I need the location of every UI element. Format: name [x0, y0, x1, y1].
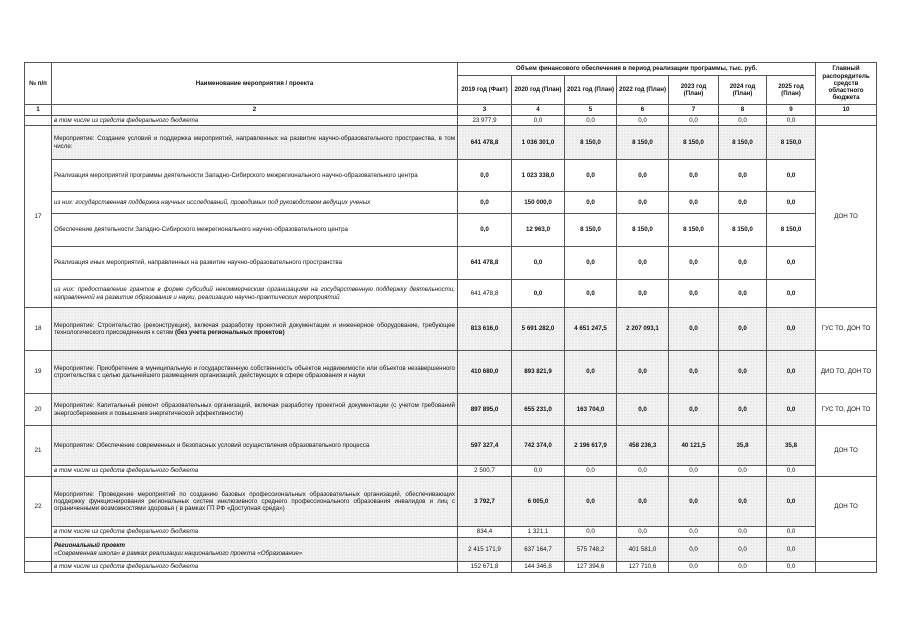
value-cell: 6 005,0 — [512, 477, 565, 527]
value-cell: 3 792,7 — [458, 477, 512, 527]
value-cell: 637 164,7 — [512, 538, 565, 562]
table-row — [25, 394, 877, 426]
row-number: 20 — [25, 394, 52, 426]
value-cell: 4 651 247,5 — [565, 308, 617, 351]
value-cell: 0,0 — [617, 527, 669, 538]
row-number: 18 — [25, 308, 52, 351]
value-cell: 0,0 — [669, 308, 719, 351]
row-name: Обеспечение деятельности Западно-Сибирского межрегионального научно-образовательного центра — [52, 214, 458, 247]
value-cell: 8 150,0 — [767, 126, 816, 160]
row-name: в том числе из средств федерального бюджета — [52, 527, 458, 538]
row-name-bold: (без учета региональных проектов) — [174, 329, 285, 336]
value-cell: 8 150,0 — [617, 214, 669, 247]
row-name: из них: предоставление грантов в форме субсидий некоммерческим организациям на государственную поддержку деятельности, направленной на развитие образования и науки, реализацию научно-практических мероприятий — [52, 280, 458, 308]
column-number: 2 — [52, 105, 458, 116]
value-cell: 35,8 — [719, 426, 767, 466]
table-row — [25, 308, 877, 351]
table-row — [25, 426, 877, 466]
row-name: Мероприятие: Строительство (реконструкция), включая разработку проектной документации и инженерное оборудование, требующее технологического присоединения к сетям (без учета региональных проектов) — [52, 308, 458, 351]
table-row — [25, 160, 877, 192]
column-number-row — [25, 105, 877, 116]
row-number: 17 — [25, 126, 52, 308]
value-cell: 0,0 — [719, 351, 767, 394]
col-manager-header: Главный распорядитель средств областного бюджета — [816, 63, 877, 105]
value-cell: 0,0 — [565, 351, 617, 394]
year-header: 2021 год (План) — [565, 76, 617, 105]
value-cell: 8 150,0 — [565, 214, 617, 247]
value-cell: 0,0 — [458, 214, 512, 247]
value-cell: 1 321,1 — [512, 527, 565, 538]
value-cell: 0,0 — [719, 394, 767, 426]
column-number: 9 — [767, 105, 816, 116]
column-number: 7 — [669, 105, 719, 116]
value-cell: 410 680,0 — [458, 351, 512, 394]
value-cell: 575 748,2 — [565, 538, 617, 562]
col-name-header: Наименование мероприятия / проекта — [52, 63, 458, 105]
value-cell: 0,0 — [565, 527, 617, 538]
table-row — [25, 247, 877, 280]
value-cell: 641 478,8 — [458, 247, 512, 280]
value-cell: 0,0 — [669, 116, 719, 126]
value-cell: 0,0 — [767, 394, 816, 426]
value-cell: 834,4 — [458, 527, 512, 538]
finance-table — [24, 62, 877, 573]
value-cell: 0,0 — [669, 527, 719, 538]
value-cell: 0,0 — [719, 562, 767, 573]
value-cell: 0,0 — [767, 527, 816, 538]
value-cell: 0,0 — [669, 394, 719, 426]
value-cell: 0,0 — [565, 116, 617, 126]
value-cell: 0,0 — [719, 192, 767, 214]
value-cell: 8 150,0 — [767, 214, 816, 247]
value-cell: 8 150,0 — [669, 214, 719, 247]
value-cell: 0,0 — [669, 466, 719, 477]
table-row — [25, 214, 877, 247]
value-cell: 8 150,0 — [565, 126, 617, 160]
column-number: 6 — [617, 105, 669, 116]
value-cell: 0,0 — [719, 538, 767, 562]
value-cell: 0,0 — [669, 477, 719, 527]
value-cell: 127 394,6 — [565, 562, 617, 573]
value-cell: 0,0 — [565, 466, 617, 477]
value-cell: 0,0 — [669, 538, 719, 562]
value-cell: 893 821,9 — [512, 351, 565, 394]
value-cell: 35,8 — [767, 426, 816, 466]
row-manager: ДОН ТО — [816, 426, 877, 477]
value-cell: 2 196 617,9 — [565, 426, 617, 466]
value-cell: 458 236,3 — [617, 426, 669, 466]
value-cell: 0,0 — [458, 192, 512, 214]
value-cell: 641 478,8 — [458, 280, 512, 308]
row-name — [52, 538, 458, 562]
value-cell: 0,0 — [565, 280, 617, 308]
table-row — [25, 126, 877, 160]
value-cell: 0,0 — [565, 192, 617, 214]
column-number: 4 — [512, 105, 565, 116]
row-name: Реализация мероприятий программы деятельности Западно-Сибирского межрегионального научно-образовательного центра — [52, 160, 458, 192]
value-cell: 2 415 171,9 — [458, 538, 512, 562]
value-cell: 12 963,0 — [512, 214, 565, 247]
value-cell: 5 691 282,0 — [512, 308, 565, 351]
row-manager: ГУС ТО, ДОН ТО — [816, 394, 877, 426]
value-cell: 0,0 — [767, 247, 816, 280]
value-cell: 813 616,0 — [458, 308, 512, 351]
row-number: 19 — [25, 351, 52, 394]
table-row — [25, 466, 877, 477]
value-cell: 897 895,0 — [458, 394, 512, 426]
value-cell: 0,0 — [458, 160, 512, 192]
value-cell: 597 327,4 — [458, 426, 512, 466]
value-cell: 0,0 — [767, 351, 816, 394]
table-row — [25, 351, 877, 394]
row-name: в том числе из средств федерального бюджета — [52, 562, 458, 573]
value-cell: 2 500,7 — [458, 466, 512, 477]
year-header: 2023 год (План) — [669, 76, 719, 105]
value-cell: 0,0 — [719, 116, 767, 126]
value-cell: 0,0 — [719, 247, 767, 280]
value-cell: 0,0 — [719, 308, 767, 351]
column-number: 3 — [458, 105, 512, 116]
regional-project-title: Региональный проект — [54, 542, 126, 550]
value-cell: 23 977,9 — [458, 116, 512, 126]
regional-project-name: «Современная школа» в рамках реализации национального проекта «Образование» — [54, 549, 303, 557]
column-number: 1 — [25, 105, 52, 116]
value-cell: 0,0 — [617, 466, 669, 477]
value-cell: 0,0 — [767, 562, 816, 573]
row-number: 21 — [25, 426, 52, 477]
value-cell: 0,0 — [512, 466, 565, 477]
row-name: в том числе из средств федерального бюджета — [52, 466, 458, 477]
value-cell: 163 704,0 — [565, 394, 617, 426]
value-cell: 0,0 — [565, 247, 617, 280]
value-cell: 641 478,8 — [458, 126, 512, 160]
value-cell: 0,0 — [767, 160, 816, 192]
year-header: 2024 год (План) — [719, 76, 767, 105]
value-cell: 8 150,0 — [719, 126, 767, 160]
value-cell: 144 346,8 — [512, 562, 565, 573]
table-row — [25, 280, 877, 308]
value-cell: 0,0 — [719, 527, 767, 538]
value-cell: 0,0 — [767, 466, 816, 477]
row-name: Реализация иных мероприятий, направленных на развитие научно-образовательного пространства — [52, 247, 458, 280]
year-header: 2020 год (План) — [512, 76, 565, 105]
value-cell: 0,0 — [512, 280, 565, 308]
col-num-header: № п/п — [25, 63, 52, 105]
value-cell: 8 150,0 — [617, 126, 669, 160]
value-cell: 0,0 — [719, 280, 767, 308]
value-cell: 0,0 — [767, 116, 816, 126]
value-cell: 0,0 — [617, 116, 669, 126]
value-cell: 0,0 — [719, 160, 767, 192]
value-cell: 401 581,0 — [617, 538, 669, 562]
value-cell: 0,0 — [617, 351, 669, 394]
row-manager: ГУС ТО, ДОН ТО — [816, 308, 877, 351]
value-cell: 0,0 — [617, 280, 669, 308]
value-cell: 152 671,8 — [458, 562, 512, 573]
column-number: 10 — [816, 105, 877, 116]
row-manager: ДОН ТО — [816, 126, 877, 308]
row-name: Мероприятие: Создание условий и поддержка мероприятий, направленных на развитие научно-образовательного пространства, в том числе: — [52, 126, 458, 160]
row-number: 22 — [25, 477, 52, 538]
finance-table-sheet — [24, 62, 876, 573]
value-cell: 8 150,0 — [719, 214, 767, 247]
column-number: 5 — [565, 105, 617, 116]
value-cell: 1 036 301,0 — [512, 126, 565, 160]
row-name: Мероприятие: Проведение мероприятий по созданию базовых профессиональных образовательных организаций, обеспечивающих поддержку функционирования региональных систем инклюзивного среднего профессионального образования инвалидов и лиц с ограниченными возможностями здоровья ( в рамках ГП РФ «Доступная среда») — [52, 477, 458, 527]
row-manager: ДИО ТО, ДОН ТО — [816, 351, 877, 394]
value-cell: 0,0 — [767, 538, 816, 562]
year-header: 2025 год (План) — [767, 76, 816, 105]
value-cell: 0,0 — [617, 394, 669, 426]
value-cell: 0,0 — [669, 280, 719, 308]
value-cell: 150 000,0 — [512, 192, 565, 214]
value-cell: 8 150,0 — [669, 126, 719, 160]
row-name: в том числе из средств федерального бюджета — [52, 116, 458, 126]
value-cell: 0,0 — [767, 280, 816, 308]
value-cell: 0,0 — [512, 247, 565, 280]
table-row — [25, 477, 877, 527]
value-cell: 0,0 — [669, 562, 719, 573]
year-header: 2022 год (План) — [617, 76, 669, 105]
value-cell: 0,0 — [617, 192, 669, 214]
table-row — [25, 192, 877, 214]
value-cell: 0,0 — [767, 477, 816, 527]
value-cell: 1 023 338,0 — [512, 160, 565, 192]
col-volume-header: Объем финансового обеспечения в период реализации программы, тыс. руб. — [458, 63, 816, 76]
value-cell: 0,0 — [767, 192, 816, 214]
value-cell: 0,0 — [669, 160, 719, 192]
value-cell: 0,0 — [669, 351, 719, 394]
value-cell: 655 231,0 — [512, 394, 565, 426]
row-name: из них: государственная поддержка научных исследований, проводимых под руководством ведущих ученых — [52, 192, 458, 214]
value-cell: 40 121,5 — [669, 426, 719, 466]
value-cell: 2 207 093,1 — [617, 308, 669, 351]
table-row — [25, 527, 877, 538]
row-name: Мероприятие: Капитальный ремонт образовательных организаций, включая разработку проектной документации (с учетом требований энергосбережения и повышения энергетической эффективности) — [52, 394, 458, 426]
row-name: Мероприятие: Обеспечение современных и безопасных условий осуществления образовательного процесса — [52, 426, 458, 466]
table-row — [25, 538, 877, 562]
value-cell: 0,0 — [669, 247, 719, 280]
value-cell: 0,0 — [719, 477, 767, 527]
value-cell: 0,0 — [719, 466, 767, 477]
value-cell: 0,0 — [565, 477, 617, 527]
column-number: 8 — [719, 105, 767, 116]
value-cell: 0,0 — [617, 247, 669, 280]
value-cell: 0,0 — [669, 192, 719, 214]
value-cell: 0,0 — [617, 477, 669, 527]
value-cell: 0,0 — [512, 116, 565, 126]
value-cell: 0,0 — [767, 308, 816, 351]
value-cell: 0,0 — [617, 160, 669, 192]
value-cell: 0,0 — [565, 160, 617, 192]
year-header: 2019 год (Факт) — [458, 76, 512, 105]
value-cell: 127 710,6 — [617, 562, 669, 573]
table-row — [25, 562, 877, 573]
row-name: Мероприятие: Приобретение в муниципальную и государственную собственность объектов недвижимости или объектов незавершенного строительства с целью дальнейшего размещения организаций, действующих в сфере образования и науки — [52, 351, 458, 394]
row-manager: ДОН ТО — [816, 477, 877, 538]
value-cell: 742 374,0 — [512, 426, 565, 466]
table-row — [25, 116, 877, 126]
